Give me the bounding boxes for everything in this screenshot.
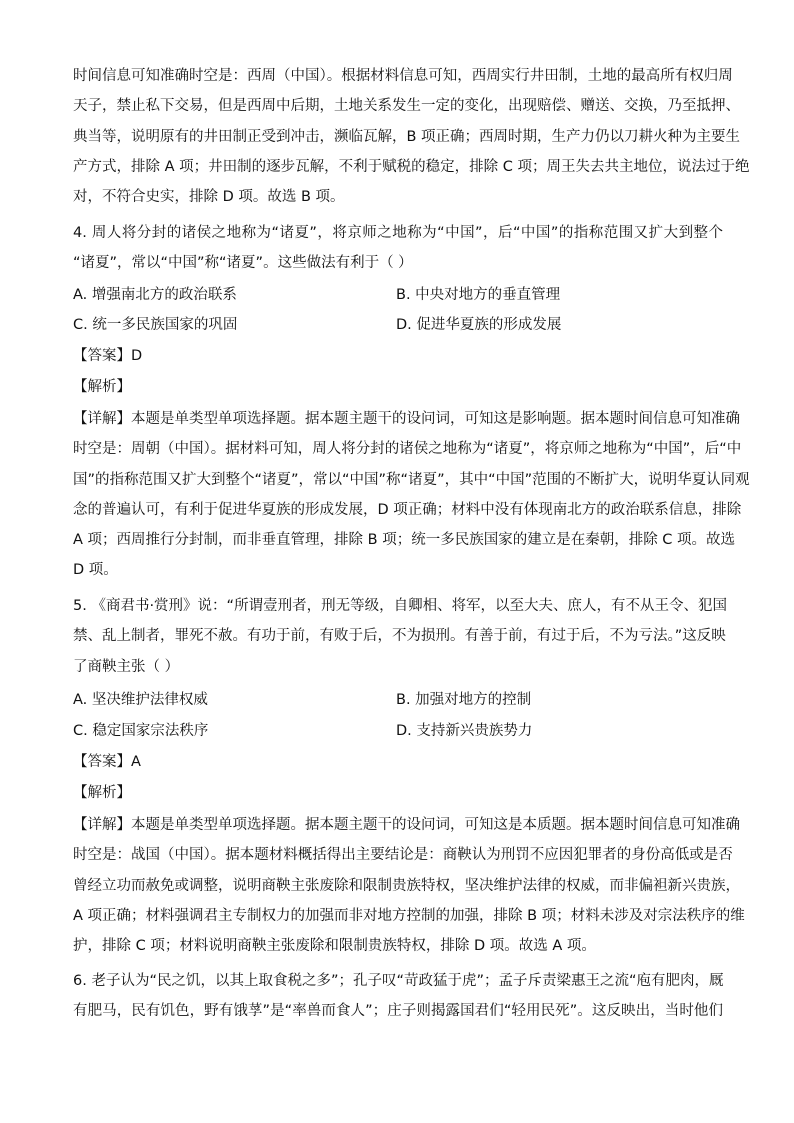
question-4-stem bbox=[73, 218, 723, 279]
text-line: 产方式，排除 A 项；井田制的逐步瓦解，不利于赋税的稳定，排除 C 项；周王失去共主地位，说法过于绝 bbox=[73, 158, 750, 175]
option-d: D. 促进华夏族的形成发展 bbox=[396, 317, 562, 333]
question-4-analysis bbox=[73, 404, 750, 586]
text-line: 国”的指称范围又扩大到整个“诸夏”，常以“中国”称“诸夏”，其中“中国”范围的不断扩大，说明华夏认同观 bbox=[73, 471, 750, 488]
question-5-options-row-1 bbox=[73, 685, 723, 715]
option-a: A. 增强南北方的政治联系 bbox=[73, 287, 237, 303]
option-b: B. 加强对地方的控制 bbox=[396, 692, 532, 708]
text-line: 6. 老子认为“民之饥，以其上取食税之多”；孔子叹“苛政猛于虎”；孟子斥责梁惠王之流“庖有肥肉，厩 bbox=[73, 973, 724, 989]
text-line: 护，排除 C 项；材料说明商鞅主张废除和限制贵族特权，排除 D 项。故选 A 项。 bbox=[73, 938, 596, 955]
analysis-q3-paragraph bbox=[73, 61, 750, 212]
question-6-stem bbox=[73, 966, 723, 1027]
question-5-answer: 【答案】A bbox=[73, 754, 141, 770]
text-line: 有肥马，民有饥色，野有饿莩”是“率兽而食人”；庄子则揭露国君们“轻用民死”。这反映出，当时他们 bbox=[73, 1003, 723, 1020]
text-line: A 项；西周推行分封制，而非垂直管理，排除 B 项；统一多民族国家的建立是在秦朝，排除 C 项。故选 bbox=[73, 532, 736, 549]
option-c: C. 稳定国家宗法秩序 bbox=[73, 723, 209, 739]
question-5-analysis-label: 【解析】 bbox=[73, 785, 131, 801]
text-line: 对，不符合史实，排除 D 项。故选 B 项。 bbox=[73, 189, 345, 206]
text-line: 时间信息可知准确时空是：西周（中国）。根据材料信息可知，西周实行井田制，土地的最高所有权归周 bbox=[73, 68, 733, 84]
question-4-options-row-2 bbox=[73, 310, 723, 340]
text-line: 念的普遍认可，有利于促进华夏族的形成发展，D 项正确；材料中没有体现南北方的政治联系信息，排除 bbox=[73, 501, 742, 518]
text-line: D 项。 bbox=[73, 562, 118, 579]
option-d: D. 支持新兴贵族势力 bbox=[396, 723, 533, 739]
text-line: 曾经立功而赦免或调整，说明商鞅主张废除和限制贵族特权，坚决维护法律的权威，而非偏袒新兴贵族， bbox=[73, 877, 740, 894]
text-line: A 项正确；材料强调君主专制权力的加强而非对地方控制的加强，排除 B 项；材料未涉及对宗法秩序的维 bbox=[73, 907, 745, 924]
option-a: A. 坚决维护法律权威 bbox=[73, 692, 208, 708]
text-line: 5. 《商君书·赏刑》说：“所谓壹刑者，刑无等级，自卿相、将军，以至大夫、庶人，有不从王令、犯国 bbox=[73, 598, 728, 614]
question-4-answer: 【答案】D bbox=[73, 348, 143, 364]
option-c: C. 统一多民族国家的巩固 bbox=[73, 317, 238, 333]
question-5-stem bbox=[73, 591, 728, 682]
question-5-analysis bbox=[73, 810, 745, 961]
text-line: 禁、乱上制者，罪死不赦。有功于前，有败于后，不为损刑。有善于前，有过于后，不为亏法。”这反映 bbox=[73, 628, 726, 645]
text-line: 时空是：战国（中国）。据本题材料概括得出主要结论是：商鞅认为刑罚不应因犯罪者的身份高低或是否 bbox=[73, 847, 733, 864]
text-line: 【详解】本题是单类型单项选择题。据本题主题干的设问词，可知这是影响题。据本题时间信息可知准确 bbox=[73, 411, 740, 427]
text-line: 【详解】本题是单类型单项选择题。据本题主题干的设问词，可知这是本质题。据本题时间信息可知准确 bbox=[73, 817, 740, 833]
option-b: B. 中央对地方的垂直管理 bbox=[396, 287, 561, 303]
question-4-analysis-label: 【解析】 bbox=[73, 379, 131, 395]
text-line: 天子，禁止私下交易，但是西周中后期，土地关系发生一定的变化，出现赔偿、赠送、交换，乃至抵押、 bbox=[73, 98, 740, 115]
question-5-options-row-2 bbox=[73, 716, 723, 746]
text-line: “诸夏”，常以“中国”称“诸夏”。这些做法有利于（ ） bbox=[73, 255, 413, 272]
question-4-options-row-1 bbox=[73, 280, 723, 310]
text-line: 典当等，说明原有的井田制正受到冲击，濒临瓦解，B 项正确；西周时期，生产力仍以刀耕火种为主要生 bbox=[73, 128, 741, 145]
text-line: 时空是：周朝（中国）。据材料可知，周人将分封的诸侯之地称为“诸夏”，将京师之地称为“中国”，后“中 bbox=[73, 441, 742, 458]
text-line: 4. 周人将分封的诸侯之地称为“诸夏”，将京师之地称为“中国”，后“中国”的指称范围又扩大到整个 bbox=[73, 225, 723, 241]
text-line: 了商鞅主张（ ） bbox=[73, 658, 180, 675]
